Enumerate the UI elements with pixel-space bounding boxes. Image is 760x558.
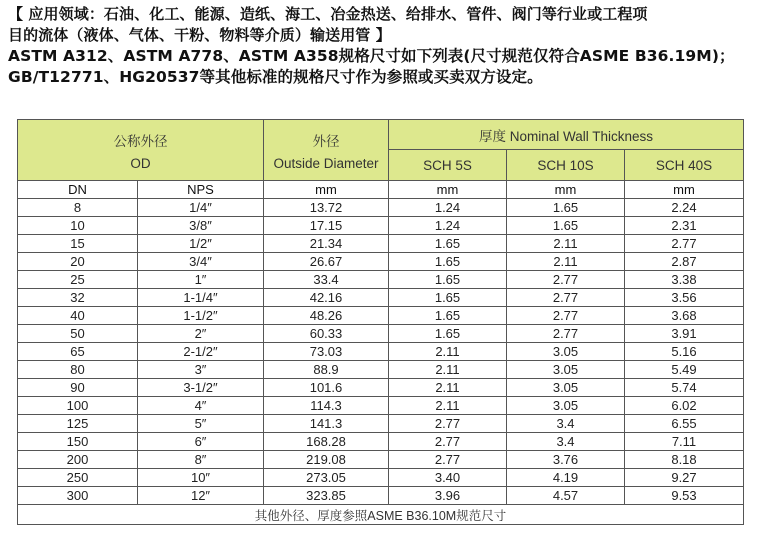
application-fields-line-1: 【 应用领域：石油、化工、能源、造纸、海工、冶金热送、给排水、管件、阀门等行业或工程项 — [8, 5, 648, 23]
sch10s-cell: 3.76 — [507, 451, 625, 469]
sch-5s-header: SCH 5S — [389, 150, 507, 181]
dn-cell: 32 — [18, 289, 138, 307]
dn-cell: 90 — [18, 379, 138, 397]
table-row — [18, 307, 744, 325]
sch5s-cell: 2.11 — [389, 397, 507, 415]
dn-cell: 80 — [18, 361, 138, 379]
pipe-dimension-table — [17, 119, 744, 525]
od-cell: 141.3 — [264, 415, 389, 433]
table-row — [18, 217, 744, 235]
sch-10s-header: SCH 10S — [507, 150, 625, 181]
table-row — [18, 199, 744, 217]
od-cell: 42.16 — [264, 289, 389, 307]
footer-note: 其他外径、厚度参照ASME B36.10M规范尺寸 — [18, 505, 744, 525]
sch5s-cell: 1.24 — [389, 199, 507, 217]
sch40s-cell: 5.74 — [625, 379, 744, 397]
unit-nps: NPS — [138, 181, 264, 199]
sch10s-cell: 3.05 — [507, 397, 625, 415]
unit-row — [18, 181, 744, 199]
outside-diameter-header — [264, 120, 389, 181]
od-cell: 114.3 — [264, 397, 389, 415]
sch10s-cell: 2.77 — [507, 289, 625, 307]
table-row — [18, 235, 744, 253]
sch10s-cell: 4.57 — [507, 487, 625, 505]
wall-thickness-header: 厚度 Nominal Wall Thickness — [389, 120, 744, 150]
dn-cell: 15 — [18, 235, 138, 253]
nps-cell: 3″ — [138, 361, 264, 379]
sch40s-cell: 2.24 — [625, 199, 744, 217]
dn-cell: 200 — [18, 451, 138, 469]
od-cell: 21.34 — [264, 235, 389, 253]
od-cell: 17.15 — [264, 217, 389, 235]
od-cell: 73.03 — [264, 343, 389, 361]
od-cell: 168.28 — [264, 433, 389, 451]
sch5s-cell: 2.77 — [389, 415, 507, 433]
sch40s-cell: 7.11 — [625, 433, 744, 451]
document-header — [8, 4, 756, 88]
sch10s-cell: 3.05 — [507, 361, 625, 379]
nps-cell: 2-1/2″ — [138, 343, 264, 361]
dn-cell: 65 — [18, 343, 138, 361]
unit-od: mm — [264, 181, 389, 199]
nps-cell: 1/4″ — [138, 199, 264, 217]
nps-cell: 1″ — [138, 271, 264, 289]
sch10s-cell: 2.77 — [507, 307, 625, 325]
table-row — [18, 271, 744, 289]
sch10s-cell: 3.05 — [507, 343, 625, 361]
sch40s-cell: 3.38 — [625, 271, 744, 289]
od-cell: 26.67 — [264, 253, 389, 271]
sch40s-cell: 8.18 — [625, 451, 744, 469]
sch10s-cell: 4.19 — [507, 469, 625, 487]
table-row — [18, 433, 744, 451]
sch-40s-header: SCH 40S — [625, 150, 744, 181]
sch40s-cell: 9.53 — [625, 487, 744, 505]
sch40s-cell: 6.02 — [625, 397, 744, 415]
nps-cell: 3-1/2″ — [138, 379, 264, 397]
footer-row — [18, 505, 744, 525]
sch5s-cell: 3.40 — [389, 469, 507, 487]
unit-sch40s: mm — [625, 181, 744, 199]
sch5s-cell: 1.24 — [389, 217, 507, 235]
gb-standards-line: GB/T12771、HG20537等其他标准的规格尺寸作为参照或买卖双方设定。 — [8, 68, 543, 86]
table-row — [18, 343, 744, 361]
application-fields-line-2: 目的流体（液体、气体、干粉、物料等介质）输送用管 】 — [8, 26, 391, 44]
sch5s-cell: 2.11 — [389, 379, 507, 397]
nps-cell: 3/8″ — [138, 217, 264, 235]
od-header — [18, 120, 264, 181]
dn-cell: 125 — [18, 415, 138, 433]
sch5s-cell: 2.77 — [389, 433, 507, 451]
astm-standards-line: ASTM A312、ASTM A778、ASTM A358规格尺寸如下列表(尺寸规范仅符合ASME B36.19M)； — [8, 47, 735, 65]
sch10s-cell: 2.77 — [507, 325, 625, 343]
dn-cell: 25 — [18, 271, 138, 289]
nps-cell: 1/2″ — [138, 235, 264, 253]
sch40s-cell: 2.87 — [625, 253, 744, 271]
sch10s-cell: 1.65 — [507, 217, 625, 235]
sch5s-cell: 1.65 — [389, 325, 507, 343]
sch5s-cell: 2.77 — [389, 451, 507, 469]
sch40s-cell: 2.31 — [625, 217, 744, 235]
table-row — [18, 397, 744, 415]
od-cell: 48.26 — [264, 307, 389, 325]
od-header-cn: 公称外径 — [113, 133, 168, 149]
dn-cell: 50 — [18, 325, 138, 343]
od-cell: 219.08 — [264, 451, 389, 469]
outside-diameter-header-en: Outside Diameter — [273, 155, 379, 171]
sch10s-cell: 2.11 — [507, 235, 625, 253]
unit-dn: DN — [18, 181, 138, 199]
od-cell: 88.9 — [264, 361, 389, 379]
nps-cell: 8″ — [138, 451, 264, 469]
sch40s-cell: 3.91 — [625, 325, 744, 343]
dn-cell: 10 — [18, 217, 138, 235]
sch40s-cell: 6.55 — [625, 415, 744, 433]
sch10s-cell: 3.05 — [507, 379, 625, 397]
dn-cell: 300 — [18, 487, 138, 505]
sch40s-cell: 5.16 — [625, 343, 744, 361]
sch5s-cell: 1.65 — [389, 307, 507, 325]
od-cell: 60.33 — [264, 325, 389, 343]
sch10s-cell: 2.11 — [507, 253, 625, 271]
table-row — [18, 487, 744, 505]
nps-cell: 3/4″ — [138, 253, 264, 271]
nps-cell: 12″ — [138, 487, 264, 505]
sch10s-cell: 3.4 — [507, 433, 625, 451]
dn-cell: 250 — [18, 469, 138, 487]
dn-cell: 40 — [18, 307, 138, 325]
od-cell: 33.4 — [264, 271, 389, 289]
table-row — [18, 415, 744, 433]
sch5s-cell: 1.65 — [389, 271, 507, 289]
sch5s-cell: 1.65 — [389, 253, 507, 271]
dn-cell: 100 — [18, 397, 138, 415]
nps-cell: 1-1/4″ — [138, 289, 264, 307]
nps-cell: 1-1/2″ — [138, 307, 264, 325]
dn-cell: 20 — [18, 253, 138, 271]
sch40s-cell: 9.27 — [625, 469, 744, 487]
sch10s-cell: 2.77 — [507, 271, 625, 289]
outside-diameter-header-cn: 外径 — [312, 133, 340, 149]
table-row — [18, 379, 744, 397]
table-row — [18, 469, 744, 487]
sch40s-cell: 5.49 — [625, 361, 744, 379]
sch10s-cell: 3.4 — [507, 415, 625, 433]
dn-cell: 150 — [18, 433, 138, 451]
od-cell: 13.72 — [264, 199, 389, 217]
dn-cell: 8 — [18, 199, 138, 217]
nps-cell: 6″ — [138, 433, 264, 451]
sch5s-cell: 1.65 — [389, 289, 507, 307]
table-row — [18, 451, 744, 469]
table-row — [18, 325, 744, 343]
od-cell: 273.05 — [264, 469, 389, 487]
nps-cell: 4″ — [138, 397, 264, 415]
sch40s-cell: 3.68 — [625, 307, 744, 325]
sch5s-cell: 3.96 — [389, 487, 507, 505]
sch5s-cell: 1.65 — [389, 235, 507, 253]
nps-cell: 10″ — [138, 469, 264, 487]
sch5s-cell: 2.11 — [389, 343, 507, 361]
od-cell: 323.85 — [264, 487, 389, 505]
nps-cell: 2″ — [138, 325, 264, 343]
sch5s-cell: 2.11 — [389, 361, 507, 379]
sch10s-cell: 1.65 — [507, 199, 625, 217]
od-cell: 101.6 — [264, 379, 389, 397]
sch40s-cell: 2.77 — [625, 235, 744, 253]
unit-sch10s: mm — [507, 181, 625, 199]
table-row — [18, 361, 744, 379]
od-header-en: OD — [130, 155, 151, 171]
table-row — [18, 253, 744, 271]
table-row — [18, 289, 744, 307]
sch40s-cell: 3.56 — [625, 289, 744, 307]
nps-cell: 5″ — [138, 415, 264, 433]
unit-sch5s: mm — [389, 181, 507, 199]
